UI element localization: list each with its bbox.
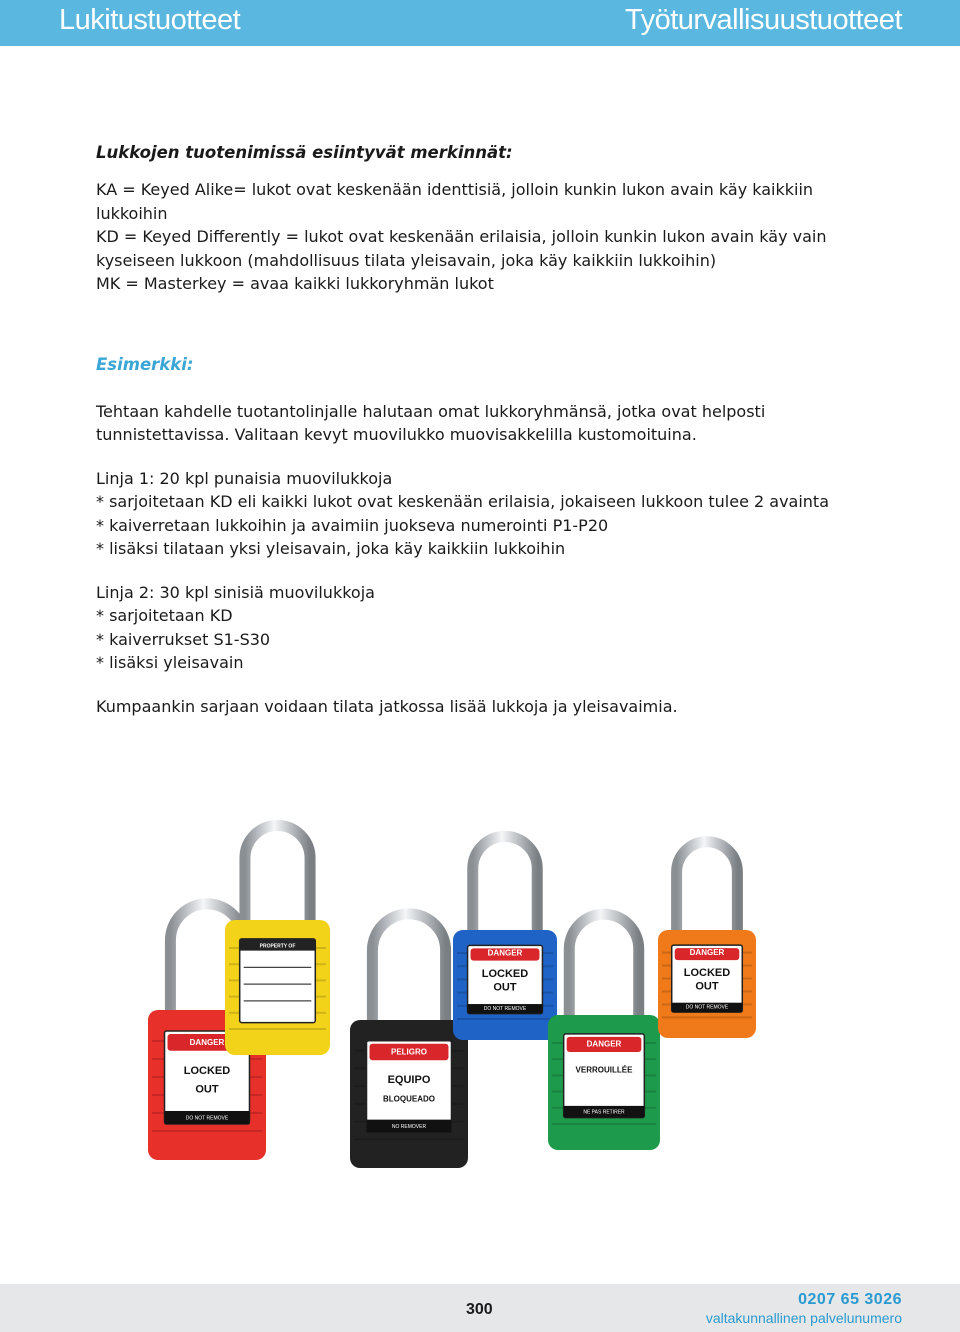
closing-text: Kumpaankin sarjaan voidaan tilata jatkossa lisää lukkoja ja yleisavaimia. bbox=[96, 696, 678, 716]
markings-line: KD = Keyed Differently = lukot ovat keskenään erilaisia, jolloin kunkin lukon avain käy vain bbox=[96, 227, 827, 246]
padlock-label-text: DO NOT REMOVE bbox=[185, 1115, 229, 1122]
line2-item: * sarjoitetaan KD bbox=[96, 606, 233, 625]
section-title: Lukitustuotteet bbox=[59, 4, 241, 36]
padlock-ridge bbox=[662, 1016, 752, 1018]
service-phone-label: valtakunnallinen palvelunumero bbox=[705, 1310, 902, 1326]
example-intro-line: Tehtaan kahdelle tuotantolinjalle halutaan omat lukkoryhmänsä, jotka ovat helposti bbox=[96, 401, 766, 421]
padlock-shackle bbox=[372, 914, 445, 1026]
markings-line: kyseiseen lukkoon (mahdollisuus tilata yleisavain, joka käy kaikkiin lukkoihin) bbox=[96, 250, 717, 270]
service-phone: 0207 65 3026 bbox=[798, 1291, 902, 1308]
padlock-label-text: DO NOT REMOVE bbox=[685, 1004, 729, 1011]
padlock-label-text: EQUIPO bbox=[387, 1073, 431, 1086]
padlock-ridge bbox=[457, 1018, 553, 1020]
padlock-label-text: BLOQUEADO bbox=[383, 1094, 435, 1104]
padlock-label-text: PELIGRO bbox=[390, 1047, 428, 1057]
padlock-label-text: DANGER bbox=[689, 948, 725, 958]
example-heading: Esimerkki: bbox=[96, 354, 194, 374]
padlocks-photo bbox=[118, 810, 772, 1172]
padlock-shackle bbox=[677, 842, 738, 936]
padlock-ridge bbox=[552, 1123, 656, 1125]
line2-title: Linja 2: 30 kpl sinisiä muovilukkoja bbox=[96, 582, 375, 602]
padlock-shackle bbox=[569, 914, 638, 1021]
padlock bbox=[225, 826, 330, 1056]
markings-line: lukkoihin bbox=[96, 203, 168, 223]
padlock-label-text: DANGER bbox=[586, 1039, 622, 1049]
padlock-label-text: DO NOT REMOVE bbox=[483, 1006, 527, 1013]
page-number: 300 bbox=[466, 1301, 493, 1318]
line2-item: * kaiverrukset S1-S30 bbox=[96, 629, 271, 649]
main-content bbox=[96, 142, 876, 718]
padlock-label-text: NE PAS RETIRER bbox=[583, 1109, 625, 1116]
padlock-ridge bbox=[354, 1138, 464, 1140]
padlock-shackle bbox=[245, 826, 310, 927]
line2-item: * lisäksi yleisavain bbox=[96, 653, 244, 672]
padlock-label-text: PROPERTY OF bbox=[259, 943, 296, 950]
padlock-label-text: LOCKED bbox=[683, 966, 731, 979]
page-header bbox=[0, 0, 960, 46]
padlock bbox=[453, 836, 557, 1040]
padlock-shackle bbox=[473, 836, 537, 936]
padlock bbox=[548, 914, 660, 1150]
line1-title: Linja 1: 20 kpl punaisia muovilukkoja bbox=[96, 468, 393, 488]
padlock-label-text: OUT bbox=[195, 1083, 219, 1096]
padlock-label-text: NO REMOVER bbox=[391, 1123, 427, 1130]
markings-line: MK = Masterkey = avaa kaikki lukkoryhmän lukot bbox=[96, 274, 494, 293]
line1-item: * sarjoitetaan KD eli kaikki lukot ovat keskenään erilaisia, jokaiseen lukkoon tulee 2 avainta bbox=[96, 492, 829, 511]
padlock-label-text: OUT bbox=[493, 981, 517, 994]
padlock bbox=[350, 914, 468, 1168]
example-intro-line: tunnistettavissa. Valitaan kevyt muovilukko muovisakkelilla kustomoituina. bbox=[96, 425, 697, 444]
padlock-label bbox=[240, 939, 316, 1023]
padlock-label-text: VERROUILLÉE bbox=[575, 1065, 633, 1075]
padlock-label-text: LOCKED bbox=[481, 967, 529, 980]
padlock-label-text: DANGER bbox=[487, 948, 523, 958]
category-title: Työturvallisuustuotteet bbox=[624, 4, 902, 36]
padlock-label-text: DANGER bbox=[189, 1037, 225, 1047]
padlock-label-text: OUT bbox=[695, 980, 719, 993]
line1-item: * kaiverretaan lukkoihin ja avaimiin juokseva numerointi P1-P20 bbox=[96, 515, 609, 535]
markings-heading: Lukkojen tuotenimissä esiintyvät merkinnät: bbox=[96, 143, 513, 162]
padlock-label-text: LOCKED bbox=[183, 1064, 231, 1077]
padlock bbox=[658, 842, 756, 1038]
padlock-ridge bbox=[229, 1028, 326, 1030]
markings-line: KA = Keyed Alike= lukot ovat keskenään identtisiä, jolloin kunkin lukon avain käy kaikkiin bbox=[96, 180, 814, 199]
padlock-ridge bbox=[152, 1130, 262, 1132]
line1-item: * lisäksi tilataan yksi yleisavain, joka käy kaikkiin lukkoihin bbox=[96, 539, 566, 558]
